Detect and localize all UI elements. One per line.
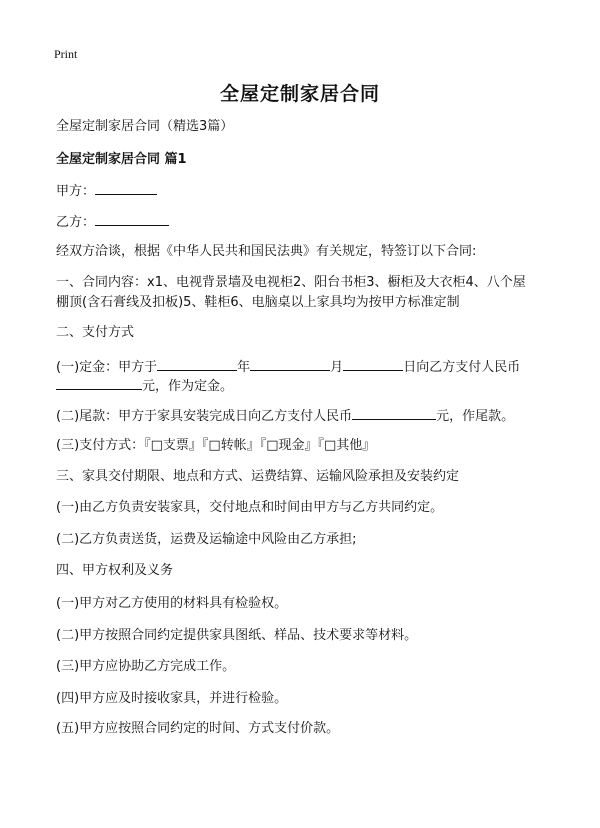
party-b-label: 乙方：: [56, 215, 96, 230]
deposit-year-blank: [157, 357, 237, 371]
item2-heading: 二、支付方式: [56, 325, 135, 340]
party-a-label: 甲方：: [56, 184, 96, 199]
party-b-blank: [95, 212, 169, 226]
party-a-line: [56, 181, 157, 201]
deposit-line1: [56, 357, 520, 377]
final-payment-part1: (二)尾款：甲方于家具安装完成日向乙方支付人民币: [56, 409, 353, 424]
deposit-year-label: 年: [237, 360, 251, 375]
item3-heading: 三、家具交付期限、地点和方式、运费结算、运输风险承担及安装约定: [56, 469, 460, 484]
page-title: 全屋定制家居合同: [219, 83, 380, 105]
item4-2: (二)甲方按照合同约定提供家具图纸、样品、技术要求等材料。: [56, 628, 418, 643]
section-heading: 全屋定制家居合同 篇1: [56, 152, 187, 167]
payment-method-line: (三)支付方式：『□支票』『□转帐』『□现金』『□其他』: [56, 438, 376, 453]
deposit-month-label: 月: [330, 360, 344, 375]
deposit-day-blank: [343, 357, 403, 371]
item4-1: (一)甲方对乙方使用的材料具有检验权。: [56, 596, 288, 611]
print-link[interactable]: Print: [54, 47, 78, 61]
party-b-line: [56, 212, 169, 232]
deposit-part3: 元，作为定金。: [142, 379, 234, 394]
deposit-line2: [56, 376, 233, 396]
item1-line2: 棚顶(含石膏线及扣板)5、鞋柜6、电脑桌以上家具均为按甲方标准定制: [56, 295, 460, 310]
final-payment-part2: 元，作尾款。: [436, 409, 515, 424]
final-payment-line: [56, 406, 514, 426]
party-a-blank: [95, 181, 157, 195]
item4-3: (三)甲方应协助乙方完成工作。: [56, 659, 236, 674]
final-payment-blank: [352, 406, 436, 420]
intro-paragraph: 经双方洽谈，根据《中华人民共和国民法典》有关规定，特签订以下合同:: [56, 244, 477, 259]
deposit-part2: 日向乙方支付人民币: [403, 360, 521, 375]
deposit-part1: (一)定金：甲方于: [56, 360, 158, 375]
item4-4: (四)甲方应及时接收家具，并进行检验。: [56, 691, 288, 706]
item1-line1: 一、合同内容：x1、电视背景墙及电视柜2、阳台书柜3、橱柜及大衣柜4、八个屋: [56, 275, 526, 290]
deposit-amount-blank: [56, 376, 142, 390]
subtitle: 全屋定制家居合同（精选3篇）: [56, 119, 234, 134]
item3-1: (一)由乙方负责安装家具，交付地点和时间由甲方与乙方共同约定。: [56, 500, 444, 515]
item4-5: (五)甲方应按照合同约定的时间、方式支付价款。: [56, 721, 340, 736]
item3-2: (二)乙方负责送货，运费及运输途中风险由乙方承担;: [56, 532, 357, 547]
item4-heading: 四、甲方权利及义务: [56, 563, 174, 578]
deposit-month-blank: [250, 357, 330, 371]
